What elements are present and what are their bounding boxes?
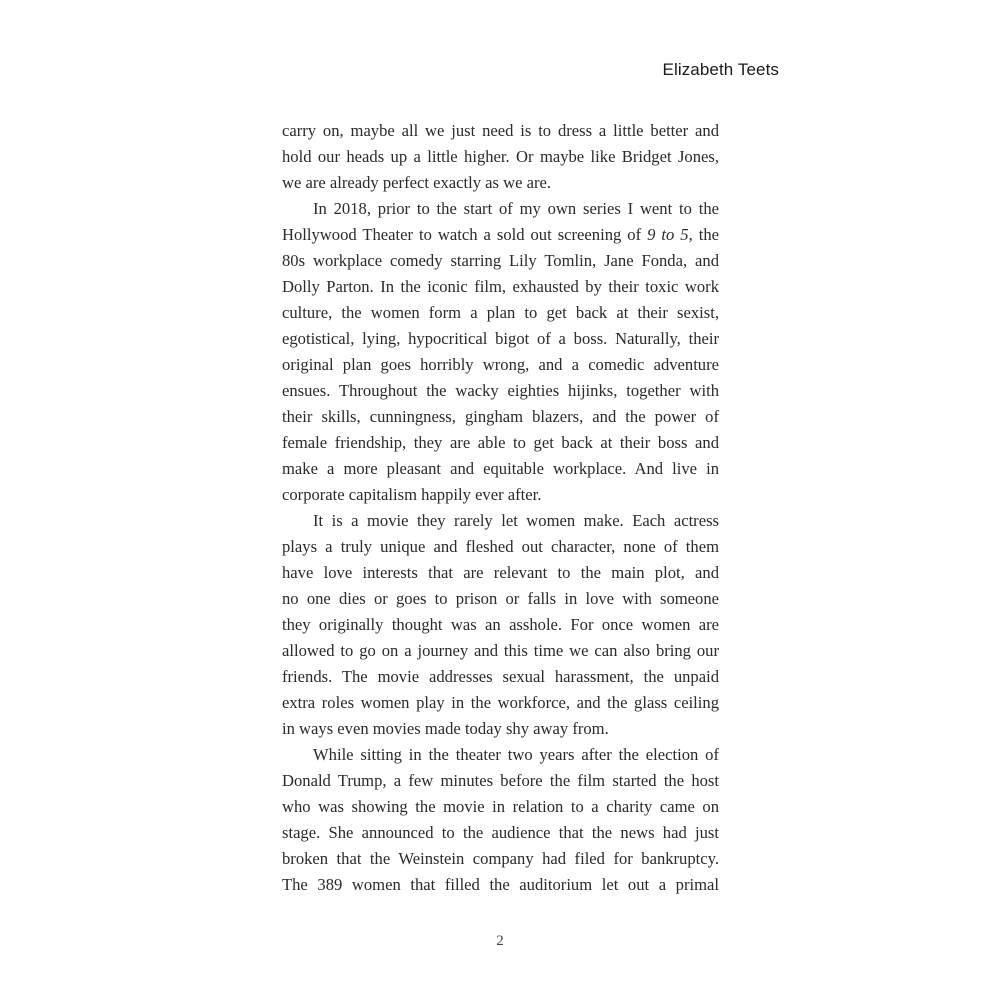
text-line: plays a truly unique and fleshed out character, none of them	[282, 537, 719, 556]
text-line: friends. The movie addresses sexual harassment, the unpaid	[282, 667, 719, 686]
text-line: no one dies or goes to prison or falls in love with someone	[282, 589, 719, 608]
text-line: stage. She announced to the audience that the news had just	[282, 823, 719, 842]
text-line: in ways even movies made today shy away from.	[282, 719, 609, 738]
text-segment: Hollywood Theater to watch a sold out screening of	[282, 225, 648, 244]
text-line: who was showing the movie in relation to a charity came on	[282, 797, 719, 816]
running-header-author: Elizabeth Teets	[662, 60, 779, 79]
text-line: It is a movie they rarely let women make. Each actress	[313, 511, 719, 530]
text-line: female friendship, they are able to get back at their boss and	[282, 433, 719, 452]
paragraph	[282, 196, 719, 508]
page-number: 2	[496, 933, 504, 949]
text-line: allowed to go on a journey and this time we can also bring our	[282, 641, 719, 660]
text-line: corporate capitalism happily ever after.	[282, 485, 542, 504]
text-line: Dolly Parton. In the iconic film, exhausted by their toxic work	[282, 277, 719, 296]
text-line: their skills, cunningness, gingham blazers, and the power of	[282, 407, 719, 426]
text-line: original plan goes horribly wrong, and a comedic adventure	[282, 355, 719, 374]
text-line: extra roles women play in the workforce, and the glass ceiling	[282, 693, 719, 712]
text-line: While sitting in the theater two years after the election of	[313, 745, 719, 764]
text-line: Donald Trump, a few minutes before the film started the host	[282, 771, 719, 790]
text-line: have love interests that are relevant to the main plot, and	[282, 563, 719, 582]
text-line: culture, the women form a plan to get back at their sexist,	[282, 303, 719, 322]
text-line: In 2018, prior to the start of my own series I went to the	[313, 199, 719, 218]
text-line: hold our heads up a little higher. Or maybe like Bridget Jones,	[282, 147, 719, 166]
text-line: broken that the Weinstein company had filed for bankruptcy.	[282, 849, 719, 868]
body-text	[282, 118, 719, 898]
text-segment: , the	[688, 225, 719, 244]
text-line: carry on, maybe all we just need is to dress a little better and	[282, 121, 719, 140]
text-line: make a more pleasant and equitable workplace. And live in	[282, 459, 719, 478]
text-line: we are already perfect exactly as we are.	[282, 173, 552, 192]
text-line: they originally thought was an asshole. For once women are	[282, 615, 719, 634]
text-line: ensues. Throughout the wacky eighties hijinks, together with	[282, 381, 719, 400]
text-line	[282, 222, 719, 248]
text-line: 80s workplace comedy starring Lily Tomlin, Jane Fonda, and	[282, 251, 719, 270]
paragraph	[282, 118, 719, 196]
paragraph	[282, 508, 719, 742]
text-line: The 389 women that filled the auditorium let out a primal	[282, 875, 719, 894]
text-line: egotistical, lying, hypocritical bigot of a boss. Naturally, their	[282, 329, 719, 348]
film-title: 9 to 5	[647, 225, 689, 244]
paragraph	[282, 742, 719, 898]
